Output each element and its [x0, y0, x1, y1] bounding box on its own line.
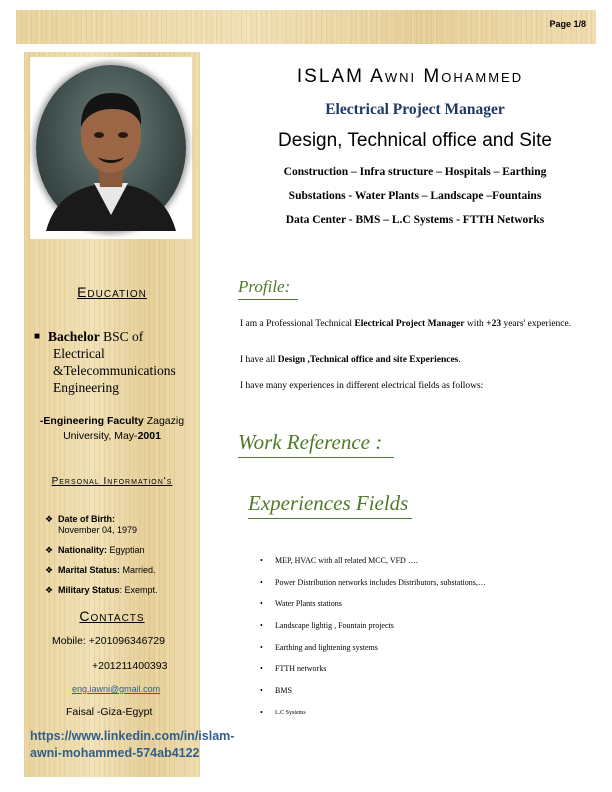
person-name: ISLAM Awni Mohammed [296, 66, 524, 87]
list-item: • L.C Systems [260, 708, 590, 730]
profile-paragraph-2: I have all Design ,Technical office and site Experiences. [240, 355, 461, 365]
domain-line-1: Construction – Infra structure – Hospitals – Earthing [283, 166, 547, 178]
job-title: Electrical Project Manager [325, 101, 505, 118]
degree-item: ■ Bachelor BSC of Electrical &Telecommunications Engineering [34, 329, 176, 395]
list-item: • Landscape lightig , Fountain projects [260, 621, 590, 643]
dob-row: ❖ Date of Birth: November 04, 1979 [45, 514, 138, 535]
profile-paragraph-1: I am a Professional Technical Electrical Project Manager with +23 years' experience. [240, 319, 572, 329]
marital-row: ❖ Marital Status: Married. [45, 565, 156, 575]
linkedin-link[interactable]: https://www.linkedin.com/in/islam-awni-mohammed-574ab4122 [30, 729, 235, 760]
personal-info-list [44, 514, 194, 605]
diamond-bullet-icon: ❖ [45, 585, 54, 595]
domain-line-3: Data Center - BMS – L.C Systems - FTTH Networks [285, 214, 545, 226]
diamond-bullet-icon: ❖ [45, 514, 54, 524]
mobile-2: +201211400393 [92, 660, 168, 672]
profile-heading: Profile: [238, 277, 298, 300]
education-list [34, 328, 194, 396]
contacts-heading: Contacts [79, 608, 145, 624]
tagline: Design, Technical office and Site [278, 130, 552, 151]
personal-info-heading: Personal Information's [51, 476, 173, 487]
experiences-list [260, 556, 590, 730]
education-heading: Education [77, 284, 147, 300]
mobile-1: Mobile: +201096346729 [52, 635, 165, 647]
diamond-bullet-icon: ❖ [45, 565, 54, 575]
email-link[interactable]: eng.iawni@gmail.com [72, 684, 161, 694]
address: Faisal -Giza-Egypt [66, 706, 153, 718]
list-item: • BMS [260, 686, 590, 708]
faculty-text: -Engineering Faculty Zagazig University, May-2001 [39, 415, 185, 442]
profile-paragraph-3: I have many experiences in different electrical fields as follows: [240, 381, 484, 391]
experiences-heading: Experiences Fields [248, 491, 412, 519]
page-number: Page 1/8 [549, 19, 586, 29]
list-item: • FTTH networks [260, 664, 590, 686]
square-bullet-icon: ■ [34, 331, 41, 342]
military-row: ❖ Military Status: Exempt. [45, 585, 158, 595]
list-item: • Earthing and lightening systems [260, 643, 590, 665]
nationality-row: ❖ Nationality: Egyptian [45, 545, 145, 555]
work-reference-heading: Work Reference : [238, 430, 394, 458]
list-item: • MEP, HVAC with all related MCC, VFD …. [260, 556, 590, 578]
header-band [16, 10, 596, 44]
diamond-bullet-icon: ❖ [45, 545, 54, 555]
profile-photo [36, 65, 186, 231]
domain-line-2: Substations - Water Plants – Landscape –Fountains [288, 190, 542, 202]
list-item: • Water Plants stations [260, 599, 590, 621]
photo-frame [30, 57, 192, 239]
list-item: • Power Distribution networks includes Distributors, substations,… [260, 578, 590, 600]
